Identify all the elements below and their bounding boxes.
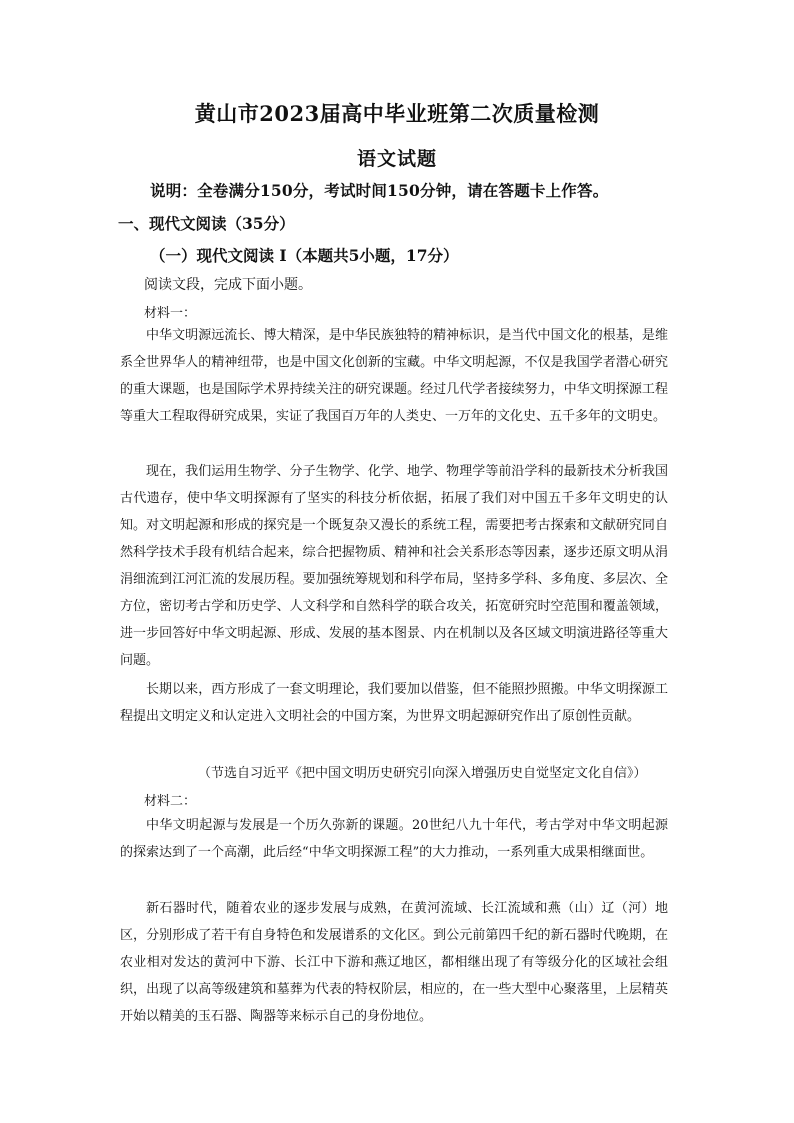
sub-section-heading: （一）现代文阅读 I（本题共5小题，17分）	[150, 246, 459, 265]
exam-title: 黄山市2023届高中毕业班第二次质量检测	[194, 101, 600, 126]
reading-instruction: 阅读文段，完成下面小题。	[144, 277, 312, 293]
material-1-paragraph: 中华文明源远流长、博大精深，是中华民族独特的精神标识，是当代中国文化的根基，是维系全世界华人的精神纽带，也是中国文化创新的宝藏。中华文明起源，不仅是我国学者潜心研究的重大课题，也是国际学术界持续关注的研究课题。经过几代学者接续努力，中华文明探源工程等重大工程取得研究成果，实证了我国百万年的人类史、一万年的文化史、五千多年的文明史。	[120, 328, 668, 424]
exam-note: 说明：全卷满分150分，考试时间150分钟，请在答题卡上作答。	[150, 181, 609, 200]
material-2-paragraph: 中华文明起源与发展是一个历久弥新的课题。20世纪八九十年代，考古学对中华文明起源的探索达到了一个高潮，此后经“中华文明探源工程”的大力推动，一系列重大成果相继面世。	[120, 818, 668, 860]
material-1-source: （节选自习近平《把中国文明历史研究引向深入增强历史自觉坚定文化自信》）	[198, 766, 647, 781]
exam-subject: 语文试题	[356, 148, 437, 170]
material-1-paragraph: 长期以来，西方形成了一套文明理论，我们要加以借鉴，但不能照抄照搬。中华文明探源工程提出文明定义和认定进入文明社会的中国方案，为世界文明起源研究作出了原创性贡献。	[120, 682, 668, 724]
material-1-label: 材料一：	[144, 306, 197, 321]
material-1-paragraph: 现在，我们运用生物学、分子生物学、化学、地学、物理学等前沿学科的最新技术分析我国古代遗存，使中华文明探源有了坚实的科技分析依据，拓展了我们对中国五千多年文明史的认知。对文明起源和形成的探究是一个既复杂又漫长的系统工程，需要把考古探索和文献研究同自然科学技术手段有机结合起来，综合把握物质、精神和社会关系形态等因素，逐步还原文明从涓涓细流到江河汇流的发展历程。要加强统筹规划和科学布局，坚持多学科、多角度、多层次、全方位，密切考古学和历史学、人文科学和自然科学的联合攻关，拓宽研究时空范围和覆盖领域，进一步回答好中华文明起源、形成、发展的基本图景、内在机制以及各区域文明演进路径等重大问题。	[120, 464, 668, 668]
material-2-paragraph: 新石器时代，随着农业的逐步发展与成熟，在黄河流域、长江流域和燕（山）辽（河）地区，分别形成了若干有自身特色和发展谱系的文化区。到公元前第四千纪的新石器时代晚期，在农业相对发达的黄河中下游、长江中下游和燕辽地区，都相继出现了有等级分化的区域社会组织，出现了以高等级建筑和墓葬为代表的特权阶层，相应的，在一些大型中心聚落里，上层精英开始以精美的玉石器、陶器等来标示自己的身份地位。	[120, 901, 668, 1024]
material-2-label: 材料二：	[144, 794, 197, 809]
section-heading: 一、现代文阅读（35分）	[118, 214, 295, 233]
